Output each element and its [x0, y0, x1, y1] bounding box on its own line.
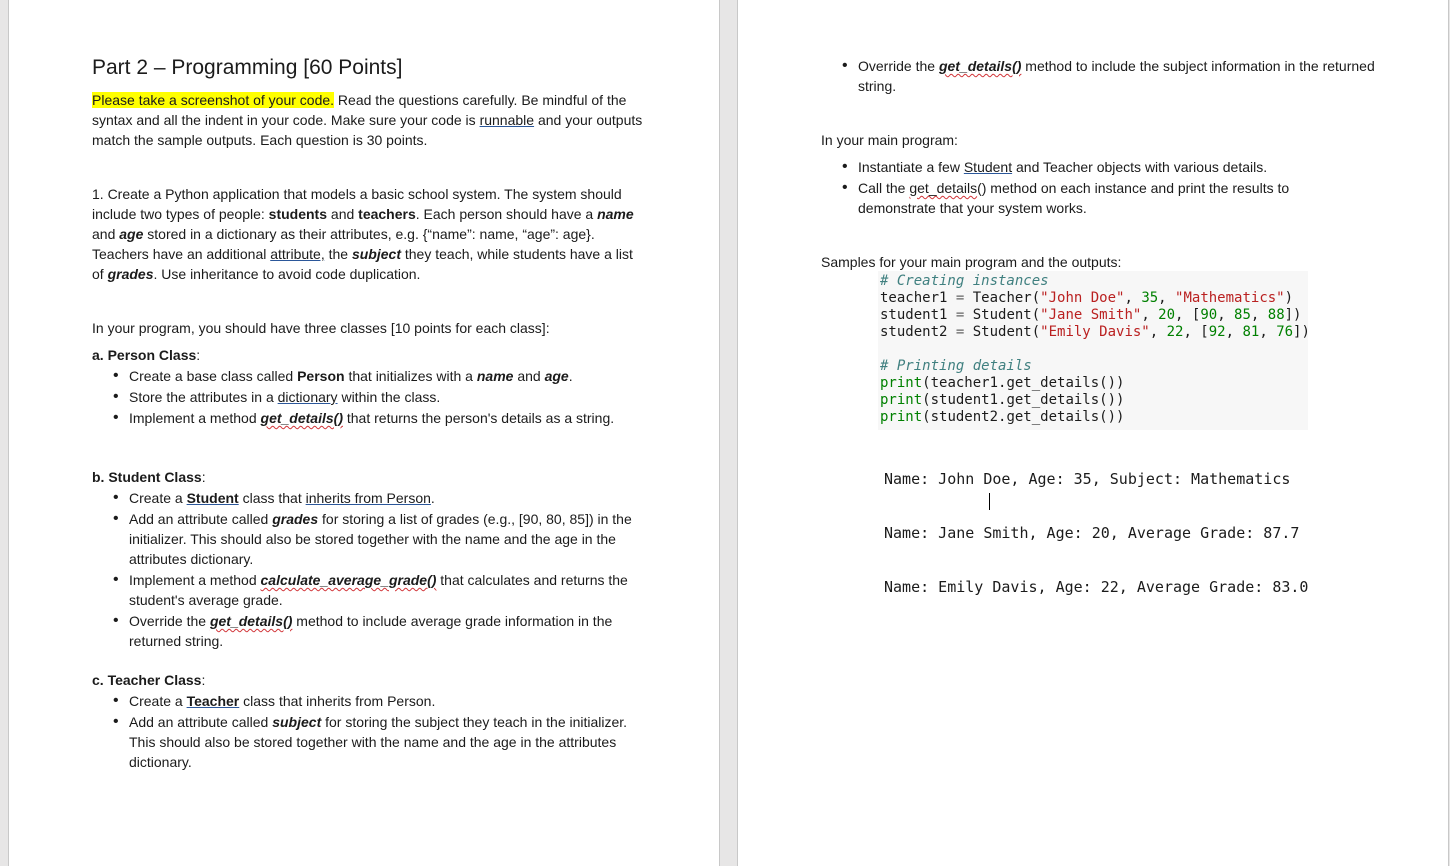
name-bold: name — [476, 368, 514, 384]
list-item — [821, 56, 1381, 96]
section-c-label: c. Teacher Class — [92, 672, 202, 688]
q1-subject: subject — [351, 246, 401, 262]
section-b-label: b. Student Class — [92, 469, 202, 485]
text: . — [568, 368, 573, 384]
question-1-paragraph — [92, 184, 637, 284]
code-line: student1 = Student("Jane Smith", 20, [90, 85, 88]) — [880, 307, 1302, 323]
q1-text-a: 1. Create a Python application that models a basic school system. The system should include two types of people: — [92, 186, 622, 222]
text: that calculates and returns the student's average grade. — [129, 572, 628, 608]
list-item — [92, 488, 642, 508]
get-details-method: get_details() — [209, 613, 293, 629]
document-page-2 — [737, 0, 1449, 866]
intro-text: Read the questions carefully. Be mindful of the syntax and all the indent in your code. Make sure your code is — [92, 92, 627, 128]
text: Override the — [129, 613, 210, 629]
code-line: student2 = Student("Emily Davis", 22, [92, 81, 76]) — [880, 324, 1310, 340]
code-sample-block — [878, 271, 1308, 430]
text: () method on each instance and print the results to demonstrate that your system works. — [858, 180, 1290, 216]
list-item — [92, 509, 642, 569]
q1-text-f: they teach, while students have a list of — [92, 246, 633, 282]
text: for storing the subject they teach in the initializer. This should also be stored together with the name and the age in the attributes dictionary. — [129, 714, 628, 770]
text: Instantiate a few — [858, 159, 964, 175]
list-item — [821, 178, 1351, 218]
samples-intro: Samples for your main program and the outputs: — [821, 254, 1122, 270]
text: . — [430, 490, 435, 506]
q1-text-b: . Each person should have a — [415, 206, 598, 222]
classes-intro: In your program, you should have three classes [10 points for each class]: — [92, 320, 550, 336]
output-line: Name: Jane Smith, Age: 20, Average Grade: 87.7 — [884, 524, 1300, 542]
code-line: teacher1 = Teacher("John Doe", 35, "Mathematics") — [880, 290, 1294, 306]
text: that initializes with a — [344, 368, 477, 384]
intro-text-2: and your outputs match the sample outputs. Each question is 30 points. — [92, 112, 643, 148]
text: Create a base class called — [129, 368, 298, 384]
document-page-1 — [8, 0, 720, 866]
q1-text-d: stored in a dictionary as their attributes, e.g. {“name”: name, “age”: age}. Teachers have an additional — [92, 226, 595, 262]
list-item — [92, 611, 642, 651]
section-a-label: a. Person Class — [92, 347, 197, 363]
q1-text-c: and — [92, 226, 120, 242]
dictionary-word: dictionary — [277, 389, 338, 405]
q1-age: age — [119, 226, 144, 242]
text: class that — [238, 490, 306, 506]
section-a-list — [92, 366, 632, 429]
q1-name: name — [597, 206, 634, 222]
sample-output — [884, 434, 1324, 632]
q1-and: and — [327, 206, 359, 222]
section-a-heading: a. Person Class: — [92, 347, 201, 363]
list-item — [92, 570, 642, 610]
code-line: print(teacher1.get_details()) — [880, 375, 1125, 391]
student-bold: Student — [186, 490, 239, 506]
q1-students: students — [268, 206, 328, 222]
q1-attribute: attribute, — [270, 246, 325, 262]
teacher-override-list — [821, 56, 1381, 97]
section-b-list — [92, 488, 642, 652]
list-item — [821, 157, 1351, 177]
output-line: Name: Emily Davis, Age: 22, Average Grade: 83.0 — [884, 578, 1309, 596]
q1-text-g: . Use inheritance to avoid code duplication. — [153, 266, 421, 282]
person-bold: Person — [297, 368, 345, 384]
code-comment: # Printing details — [880, 358, 1032, 374]
grades-bold: grades — [272, 511, 319, 527]
list-item — [92, 366, 632, 386]
code-comment: # Creating instances — [880, 273, 1049, 289]
student-word: Student — [963, 159, 1013, 175]
text: that returns the person's details as a string. — [342, 410, 615, 426]
text-cursor — [989, 493, 990, 510]
text: Store the attributes in a — [129, 389, 278, 405]
text: Create a — [129, 490, 187, 506]
text: class that inherits from Person. — [239, 693, 436, 709]
q1-grades: grades — [107, 266, 154, 282]
code-line: print(student2.get_details()) — [880, 409, 1125, 425]
section-c-heading: c. Teacher Class: — [92, 672, 206, 688]
q1-teachers: teachers — [358, 206, 416, 222]
text: Override the — [858, 58, 939, 74]
text: for storing a list of grades (e.g., [90, 80, 85]) in the initializer. This should also be stored together with the name and the age in the attributes dictionary. — [129, 511, 632, 567]
teacher-bold: Teacher — [186, 693, 240, 709]
intro-paragraph — [92, 90, 652, 150]
get-details-word: get_details — [909, 180, 978, 196]
text: Create a — [129, 693, 187, 709]
output-line: Name: John Doe, Age: 35, Subject: Mathematics — [884, 470, 1291, 488]
code-blank-line — [880, 341, 1308, 358]
text: and Teacher objects with various details. — [1012, 159, 1268, 175]
page-title: Part 2 – Programming [60 Points] — [92, 56, 403, 79]
text: and — [513, 368, 545, 384]
text: within the class. — [337, 389, 441, 405]
get-details-method: get_details() — [938, 58, 1022, 74]
runnable-word: runnable — [479, 112, 535, 128]
text: Implement a method — [129, 572, 261, 588]
text: Call the — [858, 180, 910, 196]
text: Add an attribute called — [129, 511, 273, 527]
calculate-average-method: calculate_average_grade() — [260, 572, 437, 588]
q1-text-e: the — [324, 246, 352, 262]
highlighted-text: Please take a screenshot of your code. — [92, 92, 335, 108]
section-b-heading: b. Student Class: — [92, 469, 206, 485]
get-details-method: get_details() — [260, 410, 343, 426]
text: Implement a method — [129, 410, 261, 426]
main-program-list — [821, 157, 1351, 219]
inherits-text: inherits from Person — [305, 490, 431, 506]
list-item — [92, 387, 632, 407]
text: method to include the subject information in the returned string. — [858, 58, 1375, 94]
subject-bold: subject — [272, 714, 322, 730]
main-program-intro: In your main program: — [821, 132, 958, 148]
list-item — [92, 712, 642, 772]
text: Add an attribute called — [129, 714, 273, 730]
text: method to include average grade information in the returned string. — [129, 613, 613, 649]
age-bold: age — [544, 368, 569, 384]
section-c-list — [92, 691, 642, 773]
list-item — [92, 408, 632, 428]
code-line: print(student1.get_details()) — [880, 392, 1125, 408]
list-item — [92, 691, 642, 711]
